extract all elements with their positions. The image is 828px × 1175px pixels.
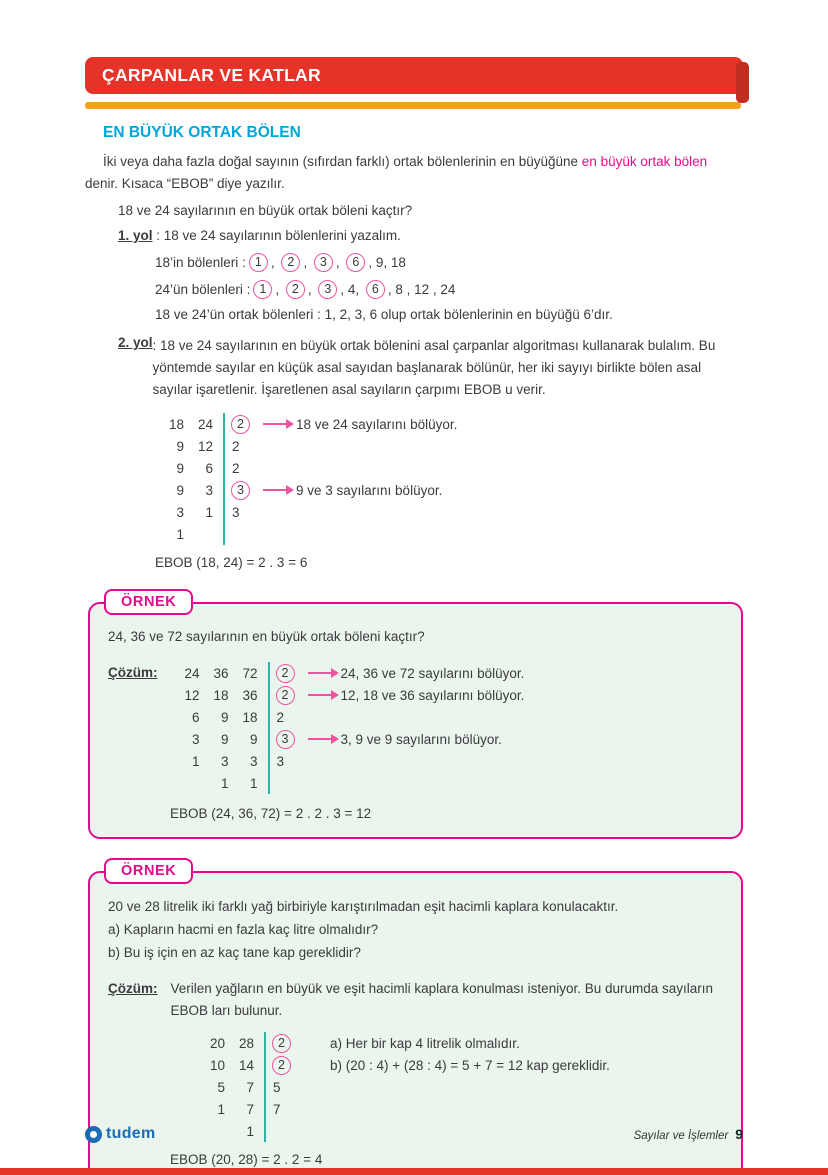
dividend-cell: 5 [217,1079,225,1095]
dividend-cell: 1 [246,1123,254,1139]
example-box-1 [88,594,743,839]
dividend-cell: 1 [176,526,184,542]
circled-divisor: 2 [276,686,295,705]
dividend-cell: 14 [238,1057,254,1073]
dividend-cell: 24 [184,665,200,681]
division-note: a) Her bir kap 4 litrelik olmalıdır. [330,1035,520,1051]
division-vertical-line [264,1076,266,1098]
example-2-intro: 20 ve 28 litrelik iki farklı yağ birbiriyle karıştırılmadan eşit hacimli kaplara konulacaktır. [108,899,619,914]
dividend-cell: 72 [242,665,258,681]
text-token: , [275,281,283,297]
division-vertical-line [264,1054,266,1076]
division-vertical-line [268,728,270,750]
division-row [155,479,743,501]
method-2-heading [118,335,743,401]
division-row [196,1054,723,1076]
dividend-cell: 9 [249,731,258,747]
division-vertical-line [223,435,225,457]
division-note: 12, 18 ve 36 sayılarını bölüyor. [340,687,525,703]
method-2-text: : 18 ve 24 sayılarının en büyük ortak bölenini asal çarpanlar algoritması kullanarak bulalım. Bu yöntemde sayılar en küçük asal sayıdan başlanarak bölünür, her iki sayıyı birlikte bölen asal sayılar işaretlenir. İşaretlenen asal sayıların çarpımı EBOB u verir. [152,338,716,397]
dividend-cell: 12 [197,438,213,454]
dividend-cell: 28 [238,1035,254,1051]
dividend-cell: 3 [220,753,229,769]
intro-highlight: en büyük ortak bölen [581,154,708,169]
divisor-cell: 2 [276,709,285,725]
dividend-cell: 9 [220,709,229,725]
division-vertical-line [223,413,225,435]
example-2-item-a: a) Kapların hacmi en fazla kaç litre olmalıdır? [108,922,379,937]
dividend-cell: 24 [197,416,213,432]
circled-divisor: 3 [231,481,250,500]
example-2-solution-text: Verilen yağların en büyük ve eşit hacimli kaplara konulması isteniyor. Bu durumda sayıların EBOB ları bulunur. [170,981,714,1018]
division-vertical-line [268,750,270,772]
division-table-2 [171,662,525,794]
circled-number: 2 [286,280,305,299]
section-title: EN BÜYÜK ORTAK BÖLEN [103,124,301,141]
circled-divisor: 2 [272,1034,291,1053]
dividend-cell: 18 [168,416,184,432]
arrow-right-icon [308,738,332,740]
example-1-question: 24, 36 ve 72 sayılarının en büyük ortak böleni kaçtır? [108,629,425,644]
division-vertical-line [268,706,270,728]
division-vertical-line [223,457,225,479]
dividend-cell: 12 [184,687,200,703]
divisor-cell: 7 [273,1101,281,1117]
division-vertical-line [223,501,225,523]
page-content [85,124,743,1175]
dividend-cell: 1 [249,775,258,791]
publisher-brand [85,1125,156,1143]
division-row [171,772,525,794]
divisors-of-24-line [155,277,743,301]
example-1-solution-label: Çözüm: [108,665,158,680]
dividend-cell: 3 [205,482,213,498]
common-divisors-line: 18 ve 24’ün ortak bölenleri : 1, 2, 3, 6 olup ortak bölenlerinin en büyüğü 6’dır. [155,307,613,322]
division-row [171,728,525,750]
text-token: , [335,254,344,270]
dividend-cell: 18 [213,687,229,703]
method-2-label: 2. yol [118,335,153,350]
chapter-banner [85,57,743,94]
division-row [196,1076,723,1098]
method-1-label: 1. yol [118,228,153,243]
circled-divisor: 2 [231,415,250,434]
ebob-result-3: EBOB (20, 28) = 2 . 2 = 4 [170,1152,323,1167]
dividend-cell: 7 [246,1101,254,1117]
method-1-heading [118,225,743,247]
divisors-of-18-line [155,250,743,274]
dividend-cell: 9 [176,460,184,476]
page-folio [634,1126,743,1142]
text-token: , [303,254,311,270]
text-token: , 4, [340,281,363,297]
circled-divisor: 2 [276,664,295,683]
intro-paragraph [85,151,743,194]
example-2-item-b: b) Bu iş için en az kaç tane kap gereklidir? [108,945,361,960]
arrow-right-icon [308,672,332,674]
circled-number: 1 [253,280,272,299]
dividend-cell: 1 [191,753,200,769]
division-note: 3, 9 ve 9 sayılarını bölüyor. [340,731,502,747]
dividend-cell: 1 [217,1101,225,1117]
division-row [171,750,525,772]
header-underline-bar [85,102,741,109]
intro-text-post: denir. Kısaca “EBOB” diye yazılır. [85,175,285,191]
division-vertical-line [223,523,225,545]
division-note: 18 ve 24 sayılarını bölüyor. [296,416,458,432]
page-number: 9 [735,1126,743,1142]
division-vertical-line [268,662,270,684]
divisor-cell: 3 [276,753,285,769]
division-vertical-line [223,479,225,501]
circled-number: 1 [249,253,268,272]
example-2-solution-label: Çözüm: [108,981,158,996]
dividend-cell: 10 [209,1057,225,1073]
method-2 [118,335,743,570]
main-question: 18 ve 24 sayılarının en büyük ortak böleni kaçtır? [118,203,413,218]
dividend-cell: 20 [209,1035,225,1051]
page-footer [85,1125,743,1143]
dividend-cell: 9 [220,731,229,747]
dividend-cell: 3 [191,731,200,747]
text-token: 24’ün bölenleri : [155,281,251,297]
division-note: b) (20 : 4) + (28 : 4) = 5 + 7 = 12 kap gereklidir. [330,1057,610,1073]
division-vertical-line [268,684,270,706]
divisor-cell: 3 [232,504,240,520]
division-row [171,706,525,728]
division-note: 9 ve 3 sayılarını bölüyor. [296,482,443,498]
circled-number: 6 [366,280,385,299]
unit-label: Sayılar ve İşlemler [633,1130,729,1142]
circled-number: 3 [314,253,333,272]
method-1-text: : 18 ve 24 sayılarının bölenlerini yazalım. [152,228,401,243]
circled-divisor: 2 [272,1056,291,1075]
division-row [155,457,743,479]
dividend-cell: 3 [249,753,258,769]
dividend-cell: 7 [246,1079,254,1095]
dividend-cell: 36 [213,665,229,681]
bottom-edge-strip [0,1168,828,1175]
circled-number: 6 [346,253,365,272]
brand-name: tudem [106,1125,156,1142]
division-row [196,1032,723,1054]
example-1-solution [108,662,723,794]
divisor-cell: 2 [232,438,240,454]
division-row [155,413,743,435]
text-token: 18’in bölenleri : [155,254,246,270]
dividend-cell: 6 [191,709,200,725]
text-token: , 8 , 12 , 24 [387,281,456,297]
circled-number: 2 [281,253,300,272]
arrow-right-icon [263,423,287,425]
dividend-cell: 3 [176,504,184,520]
division-table-1 [155,413,743,545]
intro-text-pre: İki veya daha fazla doğal sayının (sıfırdan farklı) ortak bölenlerinin en büyüğüne [103,154,582,169]
example-2-solution [108,978,723,1022]
circled-divisor: 3 [276,730,295,749]
text-token: , [307,281,316,297]
division-vertical-line [268,772,270,794]
division-vertical-line [264,1098,266,1120]
arrow-right-icon [308,694,332,696]
division-row [171,662,525,684]
dividend-cell: 9 [176,438,184,454]
division-row [155,435,743,457]
dividend-cell: 1 [220,775,229,791]
example-1-tab: ÖRNEK [104,589,193,615]
division-vertical-line [264,1032,266,1054]
arrow-right-icon [263,489,287,491]
chapter-title: ÇARPANLAR VE KATLAR [102,65,321,85]
example-2-tab: ÖRNEK [104,858,193,884]
division-row [171,684,525,706]
tudem-logo-icon [85,1126,102,1143]
text-token: , [270,254,279,270]
method-1 [118,225,743,326]
ebob-result-1: EBOB (18, 24) = 2 . 3 = 6 [155,555,308,570]
division-row [155,523,743,545]
dividend-cell: 18 [242,709,258,725]
division-row [196,1098,723,1120]
division-note: 24, 36 ve 72 sayılarını bölüyor. [340,665,525,681]
circled-number: 3 [318,280,337,299]
division-row [155,501,743,523]
dividend-cell: 6 [205,460,213,476]
dividend-cell: 9 [176,482,184,498]
divisor-cell: 2 [232,460,240,476]
dividend-cell: 1 [205,504,213,520]
dividend-cell: 36 [242,687,258,703]
divisor-cell: 5 [273,1079,281,1095]
ebob-result-2: EBOB (24, 36, 72) = 2 . 2 . 3 = 12 [170,806,372,821]
text-token: , 9, 18 [368,254,406,270]
